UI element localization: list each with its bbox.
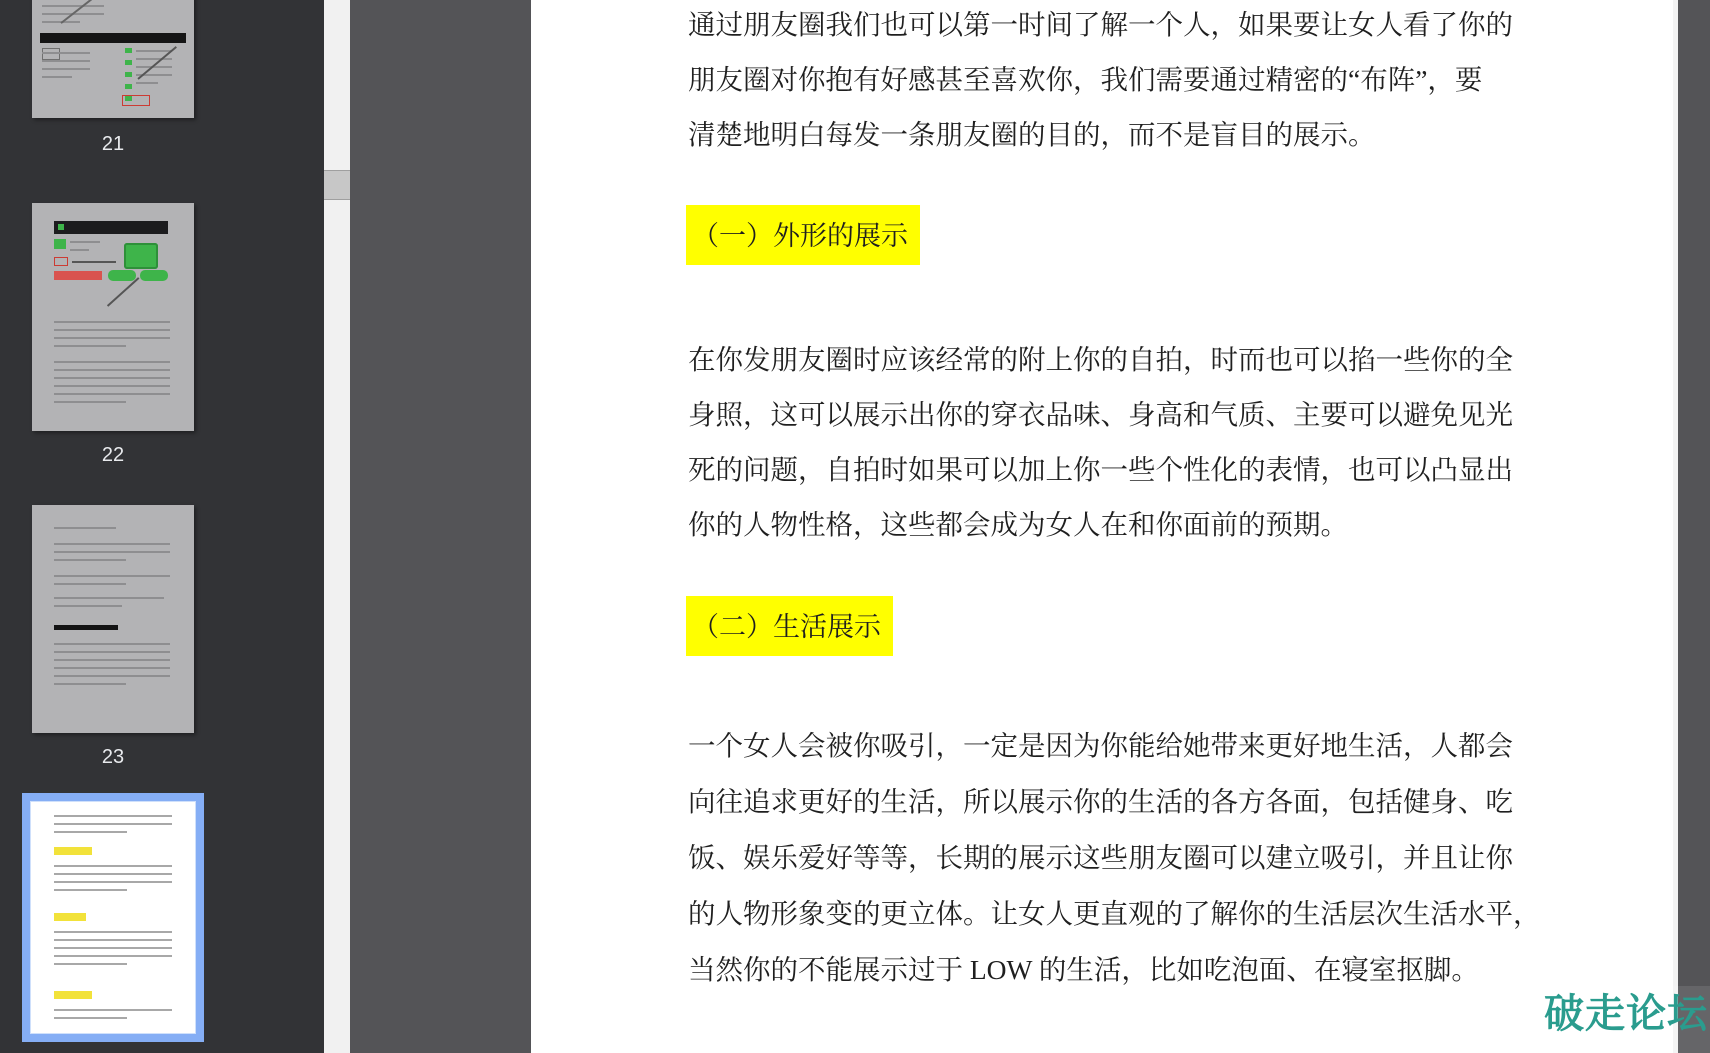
thumb-text-line xyxy=(54,823,172,825)
thumb-text-line xyxy=(54,931,172,933)
thumb-text-line xyxy=(54,401,126,403)
thumb-text-line xyxy=(54,947,172,949)
thumb-sketch xyxy=(140,270,168,281)
thumb-text-line xyxy=(54,361,170,363)
thumb-text-line xyxy=(136,66,172,68)
thumb-text-line xyxy=(42,5,104,7)
thumb-sketch xyxy=(54,361,170,409)
thumb-sketch xyxy=(72,261,116,263)
doc-text-line: 身照，这可以展示出你的穿衣品味、身高和气质、主要可以避免见光 xyxy=(688,399,1513,430)
doc-text-line: 朋友圈对你抱有好感甚至喜欢你，我们需要通过精密的“布阵”，要 xyxy=(688,64,1483,95)
thumb-text-line xyxy=(54,865,172,867)
thumb-text-line xyxy=(136,58,172,60)
doc-text-line: 在你发朋友圈时应该经常的附上你的自拍，时而也可以掐一些你的全 xyxy=(688,344,1513,375)
thumb-text-line xyxy=(54,559,126,561)
thumb-sketch xyxy=(54,239,66,249)
thumb-text-line xyxy=(54,329,170,331)
doc-text-line: 你的人物性格，这些都会成为女人在和你面前的预期。 xyxy=(688,509,1348,540)
document-page xyxy=(531,0,1673,1053)
thumb-sketch xyxy=(54,625,118,630)
thumb-text-line xyxy=(54,377,170,379)
thumbnail-sidebar xyxy=(0,0,324,1053)
thumb-text-line xyxy=(42,52,90,54)
thumb-highlight-bar xyxy=(54,991,92,999)
page-number-label: 23 xyxy=(101,746,125,768)
thumb-sketch xyxy=(40,33,186,43)
thumb-text-line xyxy=(54,963,127,965)
page-number-label: 21 xyxy=(101,133,125,155)
thumb-text-line xyxy=(54,393,170,395)
thumb-text-line xyxy=(54,543,170,545)
thumb-sketch xyxy=(122,95,150,106)
thumb-text-line xyxy=(54,643,170,645)
doc-text-line: 死的问题，自拍时如果可以加上你一些个性化的表情，也可以凸显出 xyxy=(688,454,1513,485)
thumb-text-line xyxy=(54,597,164,599)
thumb-sketch xyxy=(54,815,172,839)
thumb-sketch xyxy=(42,52,90,84)
thumb-sketch xyxy=(54,1009,172,1025)
thumb-sketch xyxy=(54,643,170,691)
thumb-sketch xyxy=(54,543,170,567)
thumb-sketch xyxy=(54,865,172,897)
doc-heading-highlighted: （二）生活展示 xyxy=(686,596,893,656)
thumb-text-line xyxy=(54,675,170,677)
thumb-text-line xyxy=(54,551,170,553)
thumb-text-line xyxy=(42,76,72,78)
thumb-text-line xyxy=(42,68,90,70)
thumb-sketch xyxy=(124,243,158,269)
thumb-text-line xyxy=(54,667,170,669)
thumb-text-line xyxy=(54,831,127,833)
thumb-sketch xyxy=(54,257,68,266)
thumb-text-line xyxy=(54,527,116,529)
thumb-text-line xyxy=(54,683,126,685)
thumb-text-line xyxy=(54,659,170,661)
thumb-sketch xyxy=(108,270,136,281)
thumb-text-line xyxy=(54,955,172,957)
doc-text-line: 的人物形象变的更立体。让女人更直观的了解你的生活层次生活水平， xyxy=(688,898,1541,929)
thumb-text-line xyxy=(54,575,170,577)
thumb-text-line xyxy=(136,82,158,84)
page-thumbnail-23[interactable] xyxy=(32,505,194,733)
thumb-text-line xyxy=(54,873,172,875)
doc-text-line: 一个女人会被你吸引，一定是因为你能给她带来更好地生活，人都会 xyxy=(688,730,1513,761)
thumb-text-line xyxy=(70,249,89,251)
thumb-sketch xyxy=(107,277,139,306)
page-thumbnail-24-page xyxy=(30,801,196,1034)
thumb-text-line xyxy=(54,939,172,941)
doc-text-line: 饭、娱乐爱好等等，长期的展示这些朋友圈可以建立吸引，并且让你 xyxy=(688,842,1513,873)
thumb-text-line xyxy=(136,50,172,52)
watermark: 破走论坛 xyxy=(1544,992,1708,1036)
thumb-sketch xyxy=(54,575,170,591)
thumb-text-line xyxy=(54,337,170,339)
doc-text-line: 通过朋友圈我们也可以第一时间了解一个人，如果要让女人看了你的 xyxy=(688,9,1513,40)
thumb-text-line xyxy=(70,241,100,243)
doc-text-line: 清楚地明白每发一条朋友圈的目的，而不是盲目的展示。 xyxy=(688,119,1376,150)
thumb-text-line xyxy=(54,385,170,387)
thumb-sketch xyxy=(54,527,154,535)
page-thumbnail-22[interactable] xyxy=(32,203,194,431)
thumb-highlight-bar xyxy=(54,913,86,921)
document-viewport[interactable] xyxy=(350,0,1710,1053)
thumb-text-line xyxy=(54,815,172,817)
sidebar-scrollbar-track[interactable] xyxy=(324,0,350,1053)
thumb-text-line xyxy=(54,345,126,347)
thumb-text-line xyxy=(54,369,170,371)
thumb-sketch xyxy=(54,321,170,353)
thumb-text-line xyxy=(42,60,90,62)
thumb-sketch xyxy=(54,597,164,613)
thumb-text-line xyxy=(54,321,170,323)
thumb-text-line xyxy=(54,583,126,585)
page-edge-gap xyxy=(1673,0,1678,1053)
sidebar-scrollbar-thumb[interactable] xyxy=(324,170,350,200)
doc-text-line: 当然你的不能展示过于 LOW 的生活，比如吃泡面、在寝室抠脚。 xyxy=(688,954,1479,985)
thumb-sketch xyxy=(54,931,172,971)
thumb-sketch xyxy=(42,5,104,29)
page-thumbnail-21[interactable] xyxy=(32,0,194,118)
doc-heading-highlighted: （一）外形的展示 xyxy=(686,205,920,265)
doc-text-line: 向往追求更好的生活，所以展示你的生活的各方各面，包括健身、吃 xyxy=(688,786,1513,817)
thumb-text-line xyxy=(54,651,170,653)
thumb-highlight-bar xyxy=(54,847,92,855)
thumb-sketch xyxy=(70,241,100,257)
page-thumbnail-24-selected[interactable] xyxy=(22,793,204,1042)
thumb-text-line xyxy=(54,889,127,891)
page-number-label: 22 xyxy=(101,444,125,466)
thumb-text-line xyxy=(54,1017,127,1019)
thumb-sketch xyxy=(54,221,168,234)
thumb-text-line xyxy=(54,881,172,883)
thumb-sketch xyxy=(58,224,64,230)
thumb-text-line xyxy=(54,605,122,607)
thumb-sketch xyxy=(54,271,102,280)
thumb-sketch xyxy=(136,50,172,90)
thumb-text-line xyxy=(54,1009,172,1011)
